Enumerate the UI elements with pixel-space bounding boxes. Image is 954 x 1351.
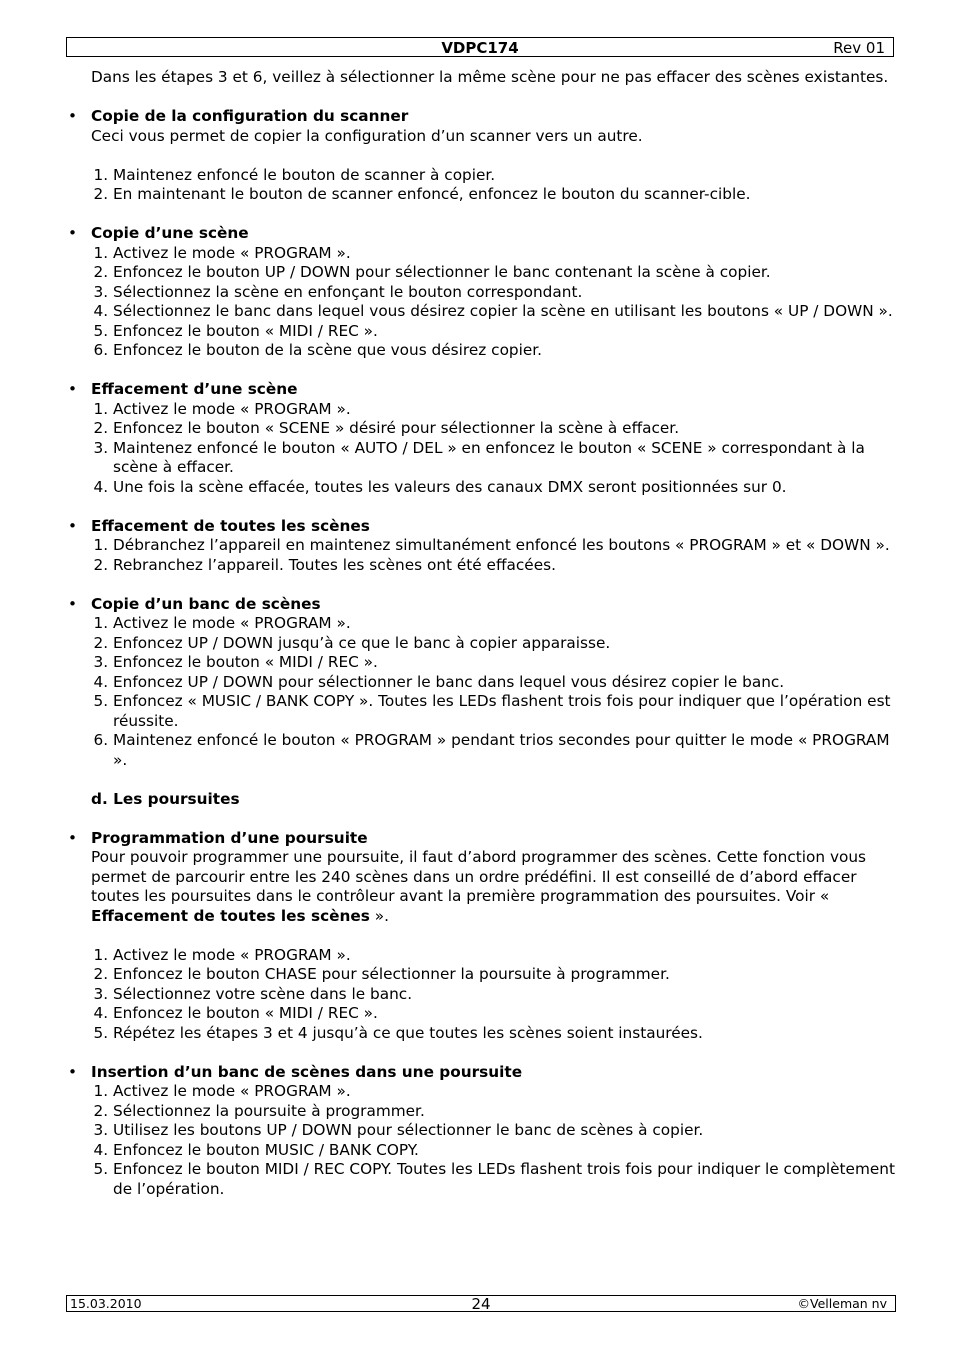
list-item: 3. Utilisez les boutons UP / DOWN pour sélectionner le banc de scènes à copier. xyxy=(113,1121,896,1141)
cross-reference: Effacement de toutes les scènes xyxy=(91,906,370,925)
steps-list xyxy=(66,536,896,575)
list-item: 4. Enfoncez UP / DOWN pour sélectionner le banc dans lequel vous désirez copier le banc. xyxy=(113,673,896,693)
section-title: Insertion d’un banc de scènes dans une poursuite xyxy=(91,1062,523,1081)
list-item: 6. Maintenez enfoncé le bouton « PROGRAM » pendant trios secondes pour quitter le mode « PROGRAM ». xyxy=(113,731,896,770)
bullet-icon: • xyxy=(68,107,78,125)
section-title: Effacement de toutes les scènes xyxy=(91,516,370,535)
footer-copyright: ©Velleman nv xyxy=(797,1296,887,1311)
section-scanner-config-copy xyxy=(66,107,896,146)
section-description xyxy=(91,848,896,926)
list-item: 2. Enfoncez UP / DOWN jusqu’à ce que le banc à copier apparaisse. xyxy=(113,634,896,654)
description-text: Pour pouvoir programmer une poursuite, il faut d’abord programmer des scènes. Cette fonction vous permet de parcourir entre les 240 scènes dans un ordre prédéfini. Il est conseillé de d’abord effacer toutes les poursuites dans le contrôleur avant la première programmation des poursuites. Voir « xyxy=(91,848,867,905)
section-title: Copie d’une scène xyxy=(91,224,249,242)
bullet-icon: • xyxy=(68,224,78,242)
model-number: VDPC174 xyxy=(441,39,519,57)
section-title: Copie de la configuration du scanner xyxy=(91,107,409,125)
list-item: 1. Activez le mode « PROGRAM ». xyxy=(113,1082,896,1102)
bullet-icon: • xyxy=(68,516,78,535)
steps-list xyxy=(66,166,896,205)
page-footer xyxy=(66,1295,896,1312)
section-description: Ceci vous permet de copier la configuration d’un scanner vers un autre. xyxy=(91,126,643,145)
bullet-icon: • xyxy=(68,1062,78,1081)
steps-list xyxy=(66,1082,896,1199)
chapter-heading: d. Les poursuites xyxy=(91,789,240,808)
section-scene-copy xyxy=(66,224,896,244)
section-title: Copie d’un banc de scènes xyxy=(91,594,321,613)
footer-date: 15.03.2010 xyxy=(70,1296,142,1311)
list-item: 1. Activez le mode « PROGRAM ». xyxy=(113,946,896,966)
intro-text: Dans les étapes 3 et 6, veillez à sélectionner la même scène pour ne pas effacer des scènes existantes. xyxy=(91,68,889,86)
bullet-icon: • xyxy=(68,828,78,847)
revision: Rev 01 xyxy=(833,39,885,57)
page-header xyxy=(66,37,894,57)
steps-list xyxy=(66,244,896,361)
list-item: 2. En maintenant le bouton de scanner enfoncé, enfoncez le bouton du scanner-cible. xyxy=(113,185,896,205)
list-item: 1. Activez le mode « PROGRAM ». xyxy=(113,614,896,634)
list-item: 1. Maintenez enfoncé le bouton de scanner à copier. xyxy=(113,166,896,186)
list-item: 5. Enfoncez le bouton « MIDI / REC ». xyxy=(113,322,896,342)
list-item: 1. Activez le mode « PROGRAM ». xyxy=(113,244,896,264)
list-item: 5. Répétez les étapes 3 et 4 jusqu’à ce que toutes les scènes soient instaurées. xyxy=(113,1024,896,1044)
list-item: 6. Enfoncez le bouton de la scène que vous désirez copier. xyxy=(113,341,896,361)
list-item: 2. Enfoncez le bouton UP / DOWN pour sélectionner le banc contenant la scène à copier. xyxy=(113,263,896,283)
section-all-scenes-delete xyxy=(66,517,896,537)
steps-list xyxy=(66,614,896,770)
list-item: 4. Enfoncez le bouton MUSIC / BANK COPY. xyxy=(113,1141,896,1161)
list-item: 3. Enfoncez le bouton « MIDI / REC ». xyxy=(113,653,896,673)
list-item: 3. Sélectionnez la scène en enfonçant le bouton correspondant. xyxy=(113,283,896,303)
list-item: 5. Enfoncez le bouton MIDI / REC COPY. Toutes les LEDs flashent trois fois pour indiquer le complètement de l’opération. xyxy=(113,1160,896,1199)
bullet-icon: • xyxy=(68,380,78,398)
document-body xyxy=(66,68,896,1199)
list-item: 3. Maintenez enfoncé le bouton « AUTO / DEL » en enfoncez le bouton « SCENE » correspondant à la scène à effacer. xyxy=(113,439,896,478)
steps-list xyxy=(66,400,896,498)
section-title: Programmation d’une poursuite xyxy=(91,828,368,847)
section-scene-delete xyxy=(66,380,896,400)
section-bank-copy xyxy=(66,595,896,615)
section-chase-programming xyxy=(66,829,896,927)
bullet-icon: • xyxy=(68,594,78,613)
list-item: 1. Débranchez l’appareil en maintenez simultanément enfoncé les boutons « PROGRAM » et « DOWN ». xyxy=(113,536,896,556)
list-item: 2. Enfoncez le bouton « SCENE » désiré pour sélectionner la scène à effacer. xyxy=(113,419,896,439)
list-item: 2. Enfoncez le bouton CHASE pour sélectionner la poursuite à programmer. xyxy=(113,965,896,985)
list-item: 4. Enfoncez le bouton « MIDI / REC ». xyxy=(113,1004,896,1024)
list-item: 2. Sélectionnez la poursuite à programmer. xyxy=(113,1102,896,1122)
list-item: 4. Une fois la scène effacée, toutes les valeurs des canaux DMX seront positionnées sur 0. xyxy=(113,478,896,498)
list-item: 4. Sélectionnez le banc dans lequel vous désirez copier la scène en utilisant les boutons « UP / DOWN ». xyxy=(113,302,896,322)
description-end: ». xyxy=(369,906,389,925)
list-item: 5. Enfoncez « MUSIC / BANK COPY ». Toutes les LEDs flashent trois fois pour indiquer que l’opération est réussite. xyxy=(113,692,896,731)
steps-list xyxy=(66,946,896,1044)
list-item: 2. Rebranchez l’appareil. Toutes les scènes ont été effacées. xyxy=(113,556,896,576)
section-title: Effacement d’une scène xyxy=(91,380,298,398)
list-item: 3. Sélectionnez votre scène dans le banc. xyxy=(113,985,896,1005)
page-number: 24 xyxy=(471,1295,491,1313)
list-item: 1. Activez le mode « PROGRAM ». xyxy=(113,400,896,420)
section-bank-insert-chase xyxy=(66,1063,896,1083)
